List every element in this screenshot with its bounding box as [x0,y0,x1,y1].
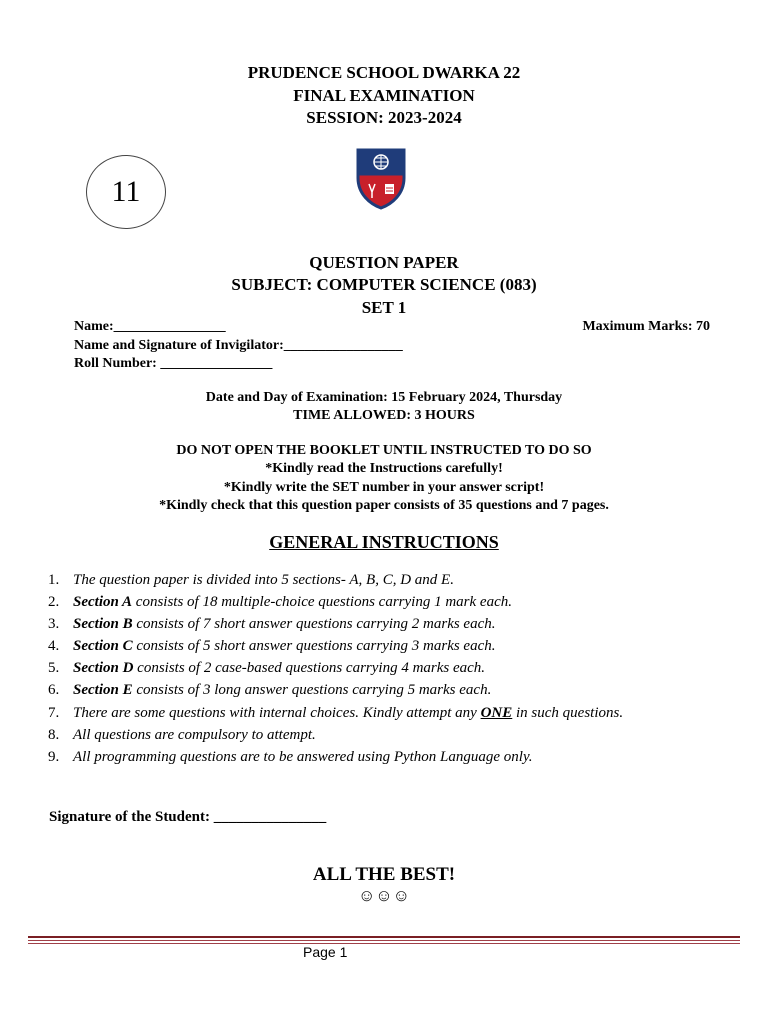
footer-divider [28,940,740,941]
notice-line: *Kindly check that this question paper consists of 35 questions and 7 pages. [159,498,609,513]
instruction-number: 2. [48,594,60,611]
class-number: 11 [111,175,141,208]
instruction-number: 8. [48,726,60,743]
exam-title: FINAL EXAMINATION [293,86,475,105]
notice-line: *Kindly read the Instructions carefully! [265,461,503,476]
school-name: PRUDENCE SCHOOL DWARKA 22 [247,63,521,82]
instruction-body: consists of 3 long answer questions carrying 5 marks each. [132,682,492,699]
paper-title: QUESTION PAPER [309,253,459,272]
instruction-item [48,613,623,635]
instruction-item [48,569,623,591]
instructions-list [48,569,623,768]
notice-line: *Kindly write the SET number in your answer script! [223,480,545,495]
instruction-body: consists of 7 short answer questions carrying 2 marks each. [132,616,496,633]
instruction-number: 9. [48,748,60,765]
instruction-text [73,746,533,768]
smiley-icons: ☺☺☺ [357,886,411,905]
instruction-body: There are some questions with internal choices. Kindly attempt any [73,704,481,721]
instruction-item [48,657,623,679]
instruction-body-end: in such questions. [512,704,624,721]
class-number-circle [86,155,166,229]
section-label: Section D [73,660,134,677]
roll-number-field: Roll Number: ________________ [74,356,273,371]
instructions-heading: GENERAL INSTRUCTIONS [269,532,499,552]
instruction-number: 4. [48,638,60,655]
school-crest-logo [356,148,406,210]
instruction-body: All programming questions are to be answered using Python Language only. [73,748,533,765]
exam-date: Date and Day of Examination: 15 February 2024, Thursday [205,390,563,405]
instruction-body: consists of 2 case-based questions carrying 4 marks each. [133,660,486,677]
instruction-item [48,679,623,701]
page-number: Page 1 [303,944,348,960]
instruction-number: 6. [48,682,60,699]
instruction-item [48,635,623,657]
section-label: Section A [73,594,133,611]
time-allowed: TIME ALLOWED: 3 HOURS [293,408,475,423]
invigilator-field: Name and Signature of Invigilator:_________________ [74,338,403,353]
instruction-text [73,613,496,635]
instruction-text [73,635,496,657]
paper-set: SET 1 [361,298,407,317]
name-field: Name:________________ [74,319,226,334]
footer-divider [28,943,740,944]
maximum-marks: Maximum Marks: 70 [582,319,710,334]
paper-subject: SUBJECT: COMPUTER SCIENCE (083) [231,275,537,294]
instruction-text [73,679,491,701]
session: SESSION: 2023-2024 [306,108,462,127]
instruction-item [48,702,623,724]
section-label: Section E [73,682,133,699]
instruction-body: consists of 18 multiple-choice questions carrying 1 mark each. [132,594,512,611]
closing-message: ALL THE BEST! [312,864,456,885]
instruction-text [73,591,512,613]
emphasis-word: ONE [480,704,513,721]
instruction-item [48,591,623,613]
footer-divider [28,936,740,938]
instruction-body: All questions are compulsory to attempt. [73,726,316,743]
section-label: Section C [73,638,133,655]
instruction-text [73,702,623,724]
instruction-text [73,569,454,591]
notice-line: DO NOT OPEN THE BOOKLET UNTIL INSTRUCTED TO DO SO [176,443,592,458]
instruction-text [73,724,316,746]
instruction-number: 5. [48,660,60,677]
instruction-body: consists of 5 short answer questions carrying 3 marks each. [132,638,496,655]
instruction-item [48,724,623,746]
section-label: Section B [73,616,133,633]
instruction-number: 7. [48,704,60,721]
instruction-text [73,657,485,679]
instruction-number: 1. [48,572,60,588]
instruction-number: 3. [48,616,60,633]
instruction-body: The question paper is divided into 5 sections- A, B, C, D and E. [73,572,454,588]
instruction-item [48,746,623,768]
student-signature-line: Signature of the Student: _______________ [49,809,327,825]
